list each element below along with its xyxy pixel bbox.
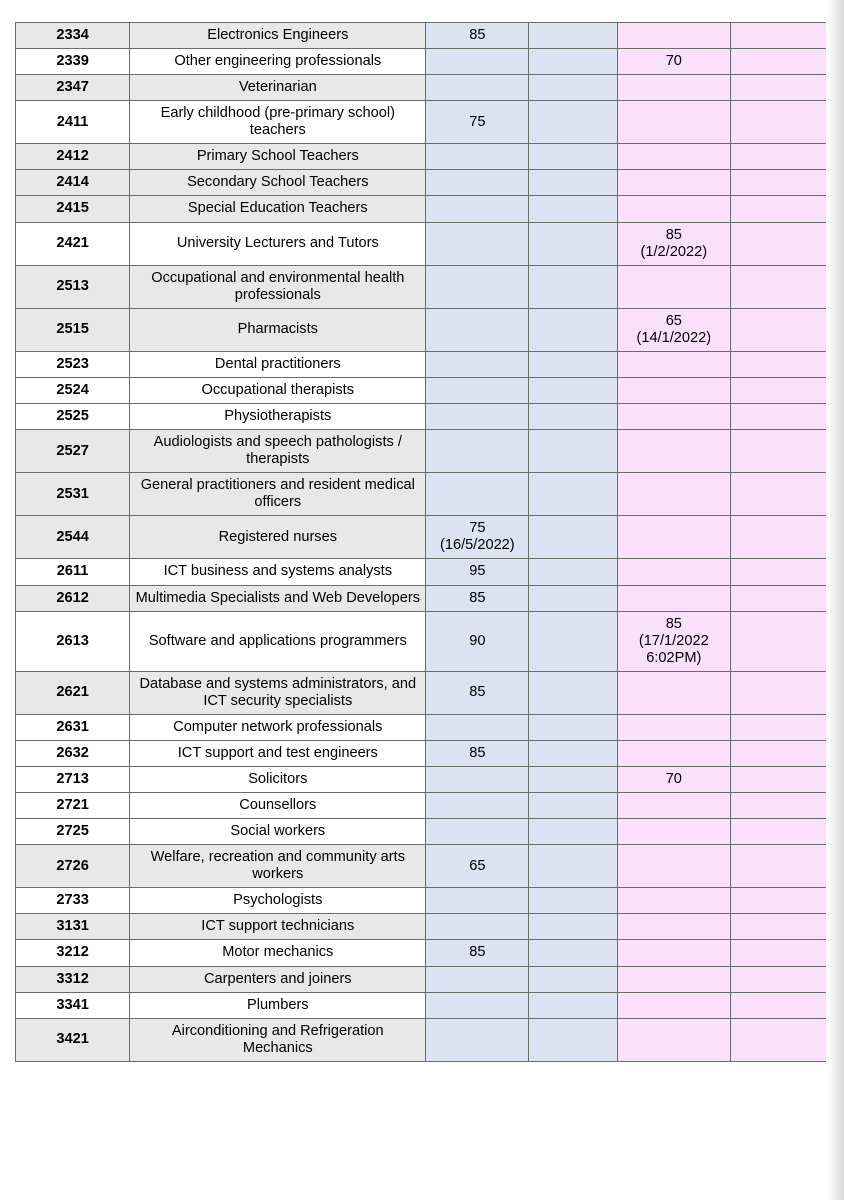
occupation-name-cell: Social workers (130, 819, 426, 845)
value-cell-1: 85 (426, 740, 529, 766)
value-cell-3 (617, 966, 730, 992)
value-cell-2 (529, 473, 617, 516)
occupation-name-cell: Registered nurses (130, 516, 426, 559)
value-cell-2 (529, 845, 617, 888)
table-row (16, 473, 841, 516)
table-row (16, 740, 841, 766)
value-cell-1 (426, 793, 529, 819)
value-cell-2 (529, 559, 617, 585)
table-row (16, 144, 841, 170)
value-cell-4 (730, 196, 840, 222)
value-cell-4 (730, 101, 840, 144)
table-row (16, 196, 841, 222)
value-cell-4 (730, 49, 840, 75)
table-row (16, 992, 841, 1018)
value-cell-3 (617, 377, 730, 403)
value-cell-4 (730, 1018, 840, 1061)
table-row (16, 559, 841, 585)
value-cell-4 (730, 430, 840, 473)
value-cell-4 (730, 888, 840, 914)
value-cell-1 (426, 170, 529, 196)
value-cell-4 (730, 940, 840, 966)
value-cell-2 (529, 49, 617, 75)
value-cell-4 (730, 793, 840, 819)
occupation-name-cell: Audiologists and speech pathologists / therapists (130, 430, 426, 473)
occupation-name-cell: Plumbers (130, 992, 426, 1018)
value-cell-2 (529, 196, 617, 222)
value-cell-3 (617, 845, 730, 888)
table-row (16, 845, 841, 888)
table-row (16, 1018, 841, 1061)
occupation-name-cell: Secondary School Teachers (130, 170, 426, 196)
value-cell-2 (529, 888, 617, 914)
occupation-code-cell: 2515 (16, 308, 130, 351)
value-cell-3 (617, 740, 730, 766)
value-cell-1 (426, 819, 529, 845)
value-cell-4 (730, 671, 840, 714)
value-cell-1: 85 (426, 23, 529, 49)
occupation-code-cell: 2334 (16, 23, 130, 49)
occupation-code-cell: 2725 (16, 819, 130, 845)
occupation-code-cell: 2415 (16, 196, 130, 222)
occupation-name-cell: Electronics Engineers (130, 23, 426, 49)
value-cell-1 (426, 966, 529, 992)
value-cell-1 (426, 377, 529, 403)
value-cell-1 (426, 265, 529, 308)
occupation-code-cell: 3341 (16, 992, 130, 1018)
value-cell-2 (529, 914, 617, 940)
value-cell-2 (529, 351, 617, 377)
value-cell-2 (529, 144, 617, 170)
value-cell-4 (730, 611, 840, 671)
value-cell-3: 85 (1/2/2022) (617, 222, 730, 265)
occupation-name-cell: Pharmacists (130, 308, 426, 351)
value-cell-1 (426, 1018, 529, 1061)
occupation-name-cell: Occupational therapists (130, 377, 426, 403)
value-cell-2 (529, 767, 617, 793)
value-cell-3: 85 (17/1/2022 6:02PM) (617, 611, 730, 671)
table-row (16, 940, 841, 966)
value-cell-2 (529, 585, 617, 611)
occupation-name-cell: Other engineering professionals (130, 49, 426, 75)
value-cell-2 (529, 170, 617, 196)
value-cell-1: 85 (426, 940, 529, 966)
occupation-code-cell: 2411 (16, 101, 130, 144)
occupation-name-cell: Welfare, recreation and community arts workers (130, 845, 426, 888)
table-row (16, 404, 841, 430)
occupation-name-cell: ICT support technicians (130, 914, 426, 940)
value-cell-4 (730, 819, 840, 845)
value-cell-3 (617, 196, 730, 222)
occupation-code-cell: 2621 (16, 671, 130, 714)
value-cell-3 (617, 559, 730, 585)
value-cell-3 (617, 1018, 730, 1061)
table-row (16, 793, 841, 819)
value-cell-2 (529, 714, 617, 740)
value-cell-4 (730, 845, 840, 888)
value-cell-3 (617, 793, 730, 819)
occupation-code-cell: 2611 (16, 559, 130, 585)
value-cell-4 (730, 144, 840, 170)
value-cell-1 (426, 404, 529, 430)
occupation-code-cell: 3312 (16, 966, 130, 992)
table-row (16, 308, 841, 351)
occupation-name-cell: Psychologists (130, 888, 426, 914)
occupation-name-cell: Special Education Teachers (130, 196, 426, 222)
table-row (16, 170, 841, 196)
occupation-code-cell: 2347 (16, 75, 130, 101)
value-cell-1 (426, 144, 529, 170)
value-cell-3 (617, 144, 730, 170)
occupation-code-cell: 2613 (16, 611, 130, 671)
value-cell-2 (529, 222, 617, 265)
occupation-code-cell: 2523 (16, 351, 130, 377)
value-cell-2 (529, 404, 617, 430)
table-row (16, 767, 841, 793)
table-row (16, 966, 841, 992)
value-cell-3 (617, 265, 730, 308)
value-cell-2 (529, 992, 617, 1018)
value-cell-2 (529, 377, 617, 403)
table-row (16, 49, 841, 75)
value-cell-1 (426, 49, 529, 75)
occupation-code-cell: 2513 (16, 265, 130, 308)
occupation-code-cell: 2414 (16, 170, 130, 196)
value-cell-3 (617, 351, 730, 377)
value-cell-1 (426, 308, 529, 351)
value-cell-1: 75 (426, 101, 529, 144)
occupation-name-cell: Primary School Teachers (130, 144, 426, 170)
value-cell-4 (730, 966, 840, 992)
value-cell-2 (529, 611, 617, 671)
occupation-name-cell: ICT support and test engineers (130, 740, 426, 766)
occupation-name-cell: Early childhood (pre-primary school) teachers (130, 101, 426, 144)
value-cell-2 (529, 940, 617, 966)
value-cell-3 (617, 473, 730, 516)
table-row (16, 585, 841, 611)
value-cell-4 (730, 351, 840, 377)
value-cell-3: 65 (14/1/2022) (617, 308, 730, 351)
table-row (16, 611, 841, 671)
value-cell-1: 90 (426, 611, 529, 671)
value-cell-1 (426, 351, 529, 377)
page-right-edge (826, 0, 844, 1200)
value-cell-1 (426, 714, 529, 740)
value-cell-4 (730, 559, 840, 585)
value-cell-4 (730, 404, 840, 430)
value-cell-3 (617, 23, 730, 49)
occupation-code-cell: 2421 (16, 222, 130, 265)
occupation-code-cell: 2525 (16, 404, 130, 430)
value-cell-3 (617, 75, 730, 101)
value-cell-3 (617, 940, 730, 966)
value-cell-1 (426, 430, 529, 473)
value-cell-2 (529, 1018, 617, 1061)
value-cell-3 (617, 914, 730, 940)
value-cell-1 (426, 222, 529, 265)
occupation-name-cell: Carpenters and joiners (130, 966, 426, 992)
occupation-name-cell: Motor mechanics (130, 940, 426, 966)
occupation-code-cell: 2524 (16, 377, 130, 403)
occupation-code-cell: 2531 (16, 473, 130, 516)
value-cell-4 (730, 992, 840, 1018)
value-cell-3 (617, 819, 730, 845)
value-cell-3: 70 (617, 767, 730, 793)
value-cell-4 (730, 740, 840, 766)
occupation-code-cell: 2726 (16, 845, 130, 888)
table-row (16, 351, 841, 377)
occupation-code-cell: 2733 (16, 888, 130, 914)
table-row (16, 888, 841, 914)
occupation-code-cell: 2612 (16, 585, 130, 611)
value-cell-3 (617, 888, 730, 914)
table-row (16, 265, 841, 308)
value-cell-2 (529, 430, 617, 473)
table-row (16, 914, 841, 940)
value-cell-1 (426, 473, 529, 516)
value-cell-2 (529, 265, 617, 308)
value-cell-1: 95 (426, 559, 529, 585)
value-cell-1: 85 (426, 585, 529, 611)
table-row (16, 516, 841, 559)
occupation-code-cell: 2713 (16, 767, 130, 793)
occupation-code-cell: 2631 (16, 714, 130, 740)
occupation-code-cell: 2721 (16, 793, 130, 819)
value-cell-1 (426, 196, 529, 222)
occupation-name-cell: University Lecturers and Tutors (130, 222, 426, 265)
occupation-name-cell: Computer network professionals (130, 714, 426, 740)
occupation-name-cell: Solicitors (130, 767, 426, 793)
value-cell-4 (730, 473, 840, 516)
occupation-name-cell: Occupational and environmental health professionals (130, 265, 426, 308)
value-cell-3 (617, 585, 730, 611)
value-cell-4 (730, 308, 840, 351)
value-cell-1 (426, 888, 529, 914)
occupation-name-cell: Database and systems administrators, and ICT security specialists (130, 671, 426, 714)
table-row (16, 430, 841, 473)
value-cell-2 (529, 966, 617, 992)
table-row (16, 819, 841, 845)
value-cell-3 (617, 992, 730, 1018)
value-cell-4 (730, 714, 840, 740)
occupation-name-cell: Counsellors (130, 793, 426, 819)
value-cell-3 (617, 101, 730, 144)
value-cell-1: 85 (426, 671, 529, 714)
value-cell-3 (617, 671, 730, 714)
value-cell-1 (426, 75, 529, 101)
occupation-code-cell: 3212 (16, 940, 130, 966)
value-cell-1: 75 (16/5/2022) (426, 516, 529, 559)
table-row (16, 101, 841, 144)
value-cell-4 (730, 377, 840, 403)
value-cell-2 (529, 23, 617, 49)
value-cell-3 (617, 714, 730, 740)
value-cell-4 (730, 914, 840, 940)
occupation-name-cell: Software and applications programmers (130, 611, 426, 671)
value-cell-4 (730, 75, 840, 101)
occupation-name-cell: ICT business and systems analysts (130, 559, 426, 585)
table-row (16, 222, 841, 265)
occupation-name-cell: General practitioners and resident medical officers (130, 473, 426, 516)
value-cell-4 (730, 585, 840, 611)
value-cell-3 (617, 404, 730, 430)
occupation-table (15, 22, 841, 1062)
value-cell-2 (529, 819, 617, 845)
value-cell-3 (617, 516, 730, 559)
value-cell-2 (529, 793, 617, 819)
value-cell-3 (617, 430, 730, 473)
value-cell-1 (426, 914, 529, 940)
value-cell-4 (730, 516, 840, 559)
value-cell-2 (529, 671, 617, 714)
table-row (16, 23, 841, 49)
value-cell-4 (730, 265, 840, 308)
occupation-code-cell: 2632 (16, 740, 130, 766)
occupation-name-cell: Dental practitioners (130, 351, 426, 377)
occupation-name-cell: Airconditioning and Refrigeration Mechanics (130, 1018, 426, 1061)
value-cell-4 (730, 170, 840, 196)
table-row (16, 75, 841, 101)
occupation-code-cell: 2544 (16, 516, 130, 559)
table-body (16, 23, 841, 1062)
table-row (16, 377, 841, 403)
value-cell-1 (426, 992, 529, 1018)
value-cell-2 (529, 101, 617, 144)
value-cell-3 (617, 170, 730, 196)
value-cell-4 (730, 222, 840, 265)
occupation-name-cell: Veterinarian (130, 75, 426, 101)
occupation-name-cell: Multimedia Specialists and Web Developers (130, 585, 426, 611)
occupation-code-cell: 2527 (16, 430, 130, 473)
occupation-code-cell: 2339 (16, 49, 130, 75)
value-cell-2 (529, 516, 617, 559)
table-row (16, 714, 841, 740)
value-cell-4 (730, 23, 840, 49)
table-row (16, 671, 841, 714)
occupation-code-cell: 3421 (16, 1018, 130, 1061)
value-cell-1 (426, 767, 529, 793)
occupation-code-cell: 2412 (16, 144, 130, 170)
occupation-name-cell: Physiotherapists (130, 404, 426, 430)
value-cell-2 (529, 75, 617, 101)
occupation-code-cell: 3131 (16, 914, 130, 940)
value-cell-2 (529, 740, 617, 766)
value-cell-1: 65 (426, 845, 529, 888)
value-cell-4 (730, 767, 840, 793)
value-cell-2 (529, 308, 617, 351)
value-cell-3: 70 (617, 49, 730, 75)
